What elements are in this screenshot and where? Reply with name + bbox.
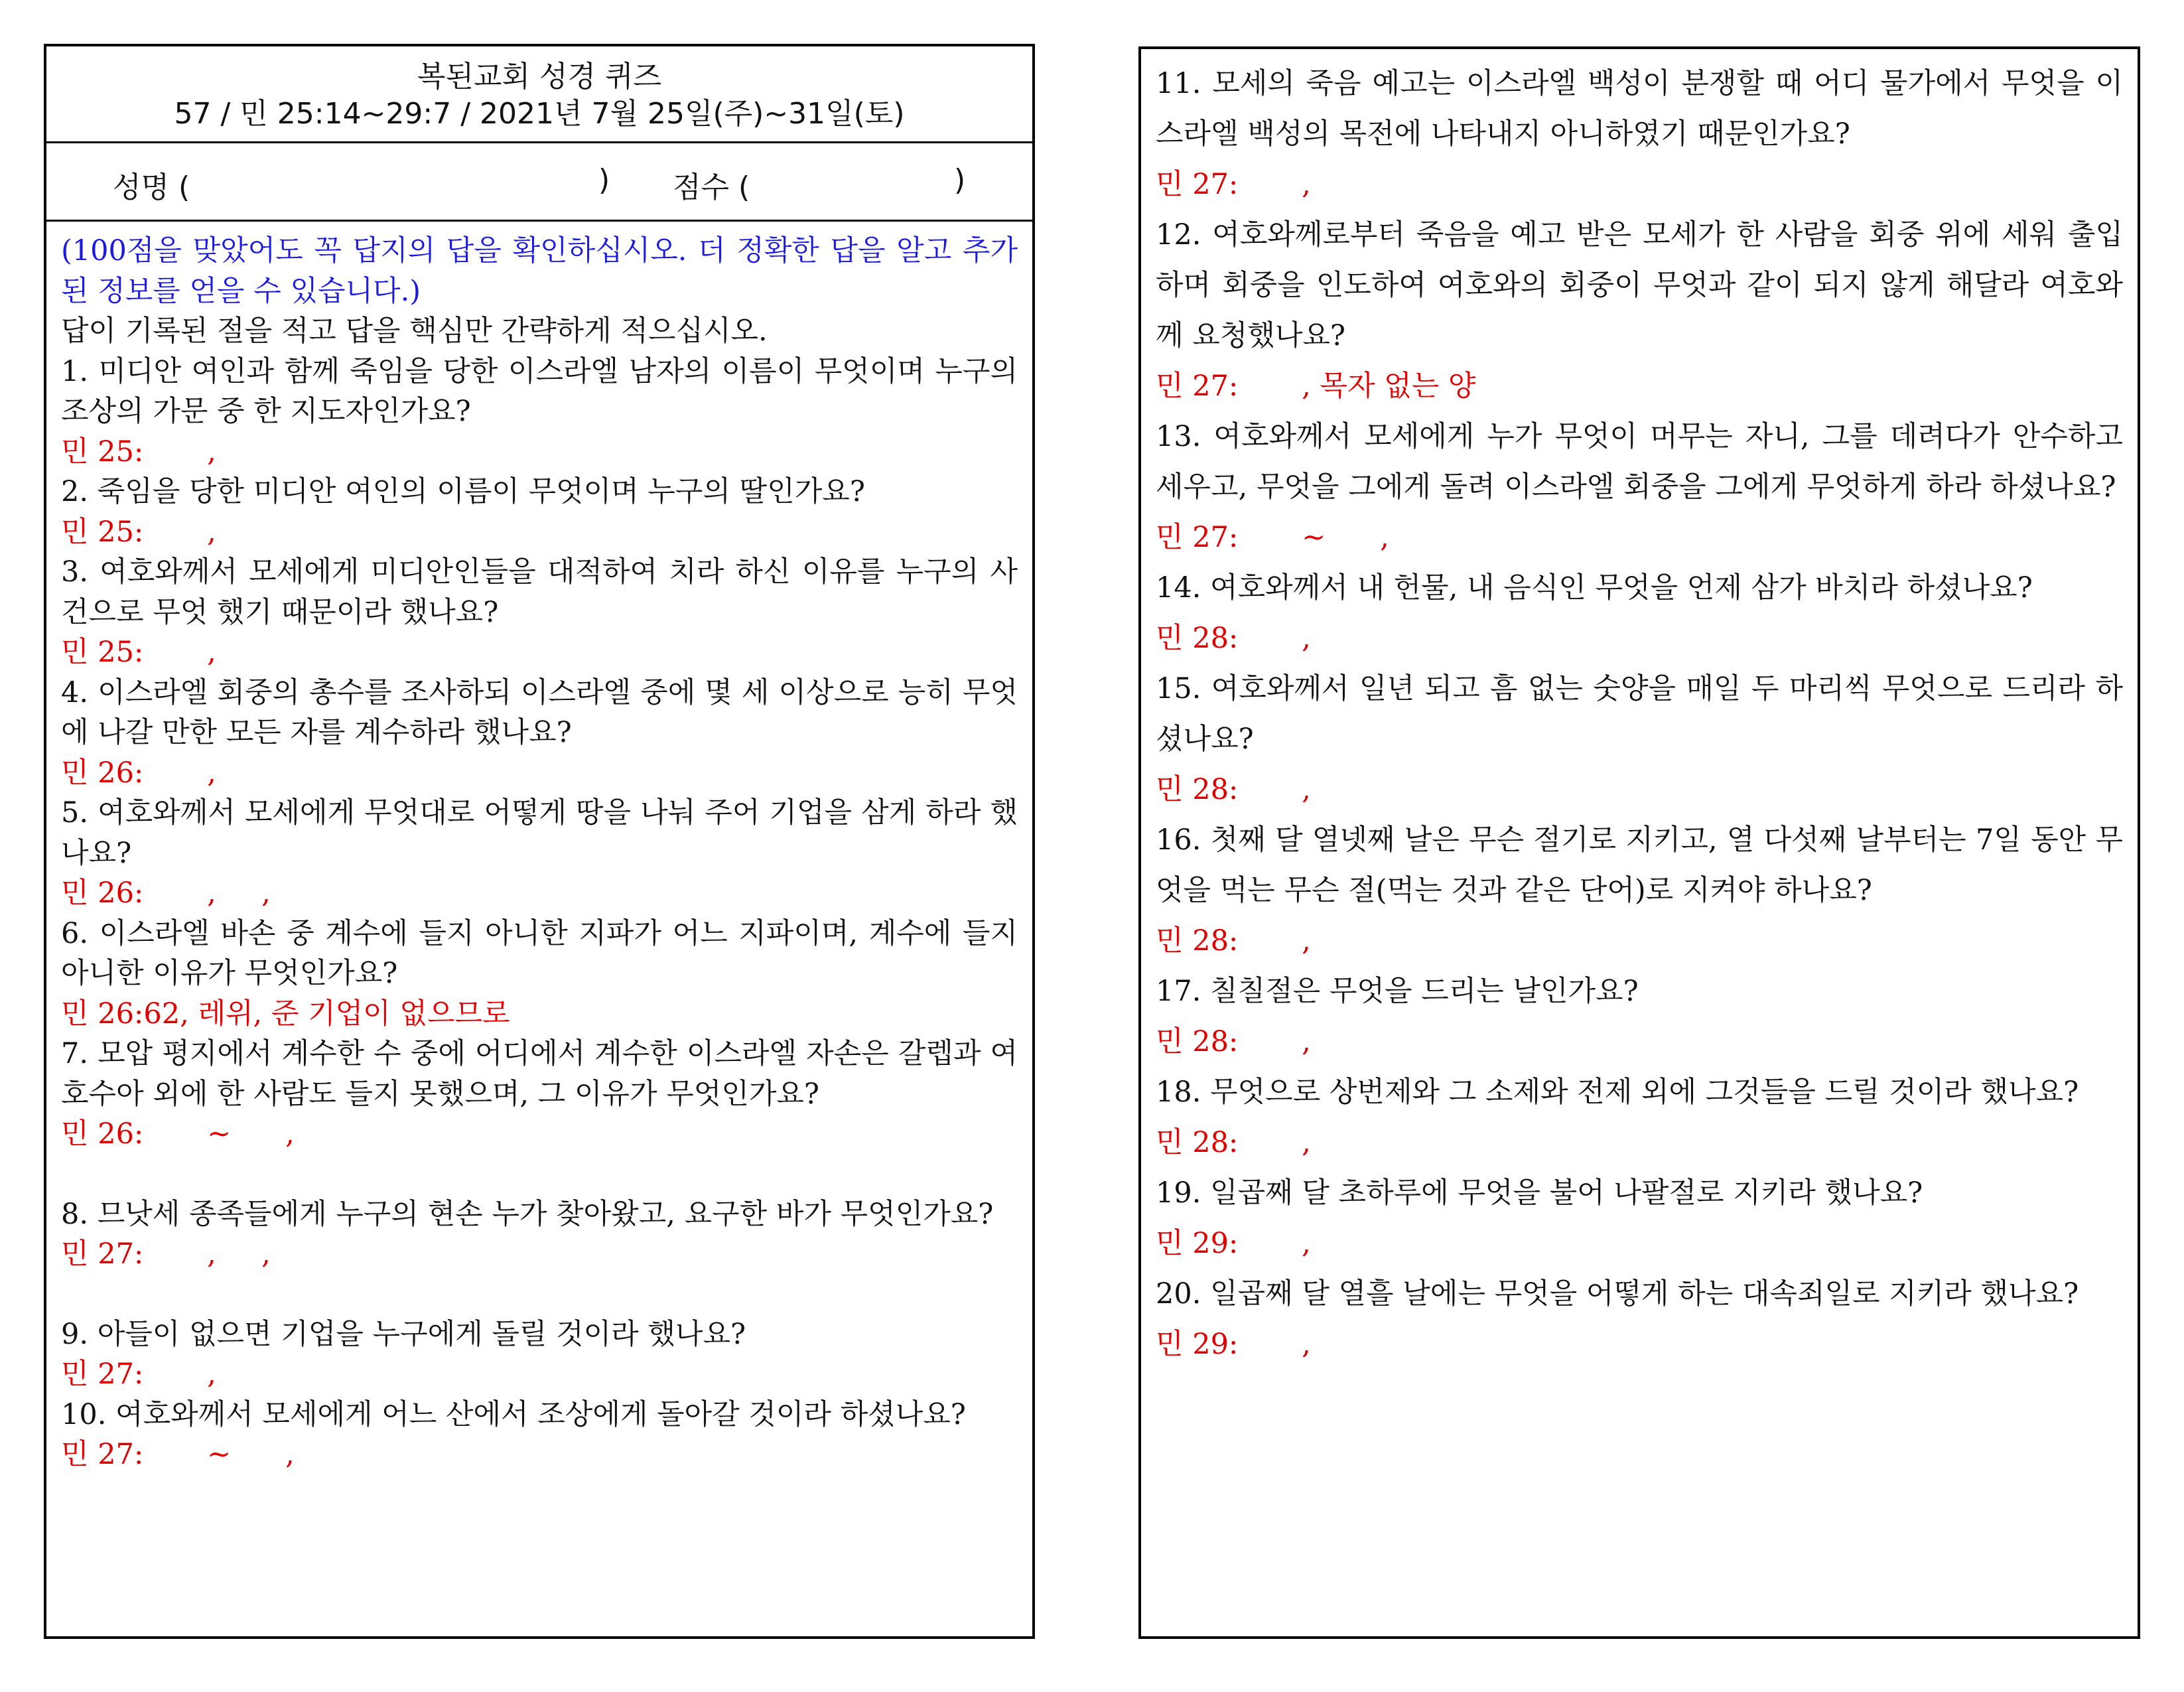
instruction-text: 답이 기록된 절을 적고 답을 핵심만 간략하게 적으십시오. — [61, 315, 768, 348]
answer-reference: 민 28: , — [1156, 924, 1311, 957]
name-score-row — [46, 143, 1032, 222]
question-text: 14. 여호와께서 내 헌물, 내 음식인 무엇을 언제 삼가 바치라 하셨나요? — [1156, 571, 2033, 604]
name-label: 성명 ( — [113, 171, 190, 204]
score-close: ) — [954, 163, 966, 197]
answer-reference: 민 29: , — [1156, 1328, 1311, 1361]
question-text: 16. 첫째 달 열넷째 날은 무슨 절기로 지키고, 열 다섯째 날부터는 7일 동안 무엇을 먹는 무슨 절(먹는 것과 같은 단어)로 지켜야 하나요? — [1156, 823, 2123, 907]
question-text: 6. 이스라엘 바손 중 계수에 들지 아니한 지파가 어느 지파이며, 계수에 들지 아니한 이유가 무엇인가요? — [61, 916, 1018, 990]
answer-reference: 민 26: , , — [61, 877, 271, 910]
answer-reference: 민 27: ~ , — [1156, 521, 1389, 554]
spacer — [61, 1155, 1018, 1194]
answer-reference: 민 29: , — [1156, 1227, 1311, 1260]
question-text: 18. 무엇으로 상번제와 그 소제와 전제 외에 그것들을 드릴 것이라 했나요? — [1156, 1076, 2079, 1109]
question-text: 9. 아들이 없으면 기업을 누구에게 돌릴 것이라 했나요? — [61, 1317, 746, 1351]
score-label: 점수 ( — [673, 171, 750, 204]
name-close: ) — [598, 163, 610, 197]
question-text: 17. 칠칠절은 무엇을 드리는 날인가요? — [1156, 975, 1639, 1008]
question-text: 20. 일곱째 달 열흘 날에는 무엇을 어떻게 하는 대속죄일로 지키라 했나요? — [1156, 1277, 2079, 1310]
left-quiz-panel — [44, 44, 1035, 1639]
left-questions — [46, 222, 1032, 1475]
question-text: 1. 미디안 여인과 함께 죽임을 당한 이스라엘 남자의 이름이 무엇이며 누구의 조상의 가문 중 한 지도자인가요? — [61, 354, 1018, 428]
answer-reference: 민 28: , — [1156, 622, 1311, 655]
answer-reference: 민 27: , 목자 없는 양 — [1156, 370, 1476, 403]
quiz-header — [46, 46, 1032, 143]
question-text: 3. 여호와께서 모세에게 미디안인들을 대적하여 치라 하신 이유를 누구의 사건으로 무엇 했기 때문이라 했나요? — [61, 555, 1018, 629]
answer-reference: 민 27: , — [1156, 168, 1311, 201]
answer-reference: 민 25: , — [61, 636, 216, 669]
answer-reference: 민 25: , — [61, 515, 216, 549]
spacer — [61, 1275, 1018, 1314]
question-text: 4. 이스라엘 회중의 총수를 조사하되 이스라엘 중에 몇 세 이상으로 능히 무엇에 나갈 만한 모든 자를 계수하라 했나요? — [61, 675, 1018, 749]
answer-reference: 민 26: , — [61, 756, 216, 790]
quiz-subtitle: 57 / 민 25:14~29:7 / 2021년 7월 25일(주)~31일(토) — [174, 97, 905, 131]
answer-reference: 민 26: ~ , — [61, 1117, 295, 1151]
question-text: 11. 모세의 죽음 예고는 이스라엘 백성이 분쟁할 때 어디 물가에서 무엇을 이스라엘 백성의 목전에 나타내지 아니하였기 때문인가요? — [1156, 67, 2123, 151]
answer-reference: 민 25: , — [61, 435, 216, 468]
right-question-list — [1156, 58, 2123, 1370]
right-quiz-panel — [1138, 46, 2140, 1639]
question-text: 2. 죽임을 당한 미디안 여인의 이름이 무엇이며 누구의 딸인가요? — [61, 475, 865, 508]
question-text: 15. 여호와께서 일년 되고 흠 없는 숫양을 매일 두 마리씩 무엇으로 드리라 하셨나요? — [1156, 672, 2123, 756]
answer-reference: 민 28: , — [1156, 1126, 1311, 1159]
answer-reference: 민 27: ~ , — [61, 1438, 295, 1471]
answer-reference: 민 27: , , — [61, 1237, 271, 1271]
notice-text: (100점을 맞았어도 꼭 답지의 답을 확인하십시오. 더 정확한 답을 알고 추가된 정보를 얻을 수 있습니다.) — [61, 234, 1018, 308]
quiz-title: 복된교회 성경 퀴즈 — [417, 60, 661, 94]
question-text: 19. 일곱째 달 초하루에 무엇을 불어 나팔절로 지키라 했나요? — [1156, 1176, 1923, 1210]
question-text: 12. 여호와께로부터 죽음을 예고 받은 모세가 한 사람을 회중 위에 세워 출입하며 회중을 인도하여 여호와의 회중이 무엇과 같이 되지 않게 해달라 여호와께 요청했나요? — [1156, 218, 2123, 352]
question-text: 8. 므낫세 종족들에게 누구의 현손 누가 찾아왔고, 요구한 바가 무엇인가요? — [61, 1197, 994, 1231]
question-text: 5. 여호와께서 모세에게 무엇대로 어떻게 땅을 나눠 주어 기업을 삼게 하라 했나요? — [61, 796, 1018, 870]
answer-reference: 민 27: , — [61, 1358, 216, 1391]
answer-reference: 민 28: , — [1156, 773, 1311, 806]
answer-reference: 민 28: , — [1156, 1025, 1311, 1058]
question-text: 7. 모압 평지에서 계수한 수 중에 어디에서 계수한 이스라엘 자손은 갈렙과 여호수아 외에 한 사람도 들지 못했으며, 그 이유가 무엇인가요? — [61, 1037, 1018, 1111]
question-text: 10. 여호와께서 모세에게 어느 산에서 조상에게 돌아갈 것이라 하셨나요? — [61, 1397, 966, 1431]
right-questions — [1141, 49, 2138, 1370]
answer-reference: 민 26:62, 레위, 준 기업이 없으므로 — [61, 997, 510, 1030]
question-text: 13. 여호와께서 모세에게 누가 무엇이 머무는 자니, 그를 데려다가 안수하고 세우고, 무엇을 그에게 돌려 이스라엘 회중을 그에게 무엇하게 하라 하셨나요? — [1156, 420, 2123, 504]
left-question-list — [61, 352, 1018, 1475]
